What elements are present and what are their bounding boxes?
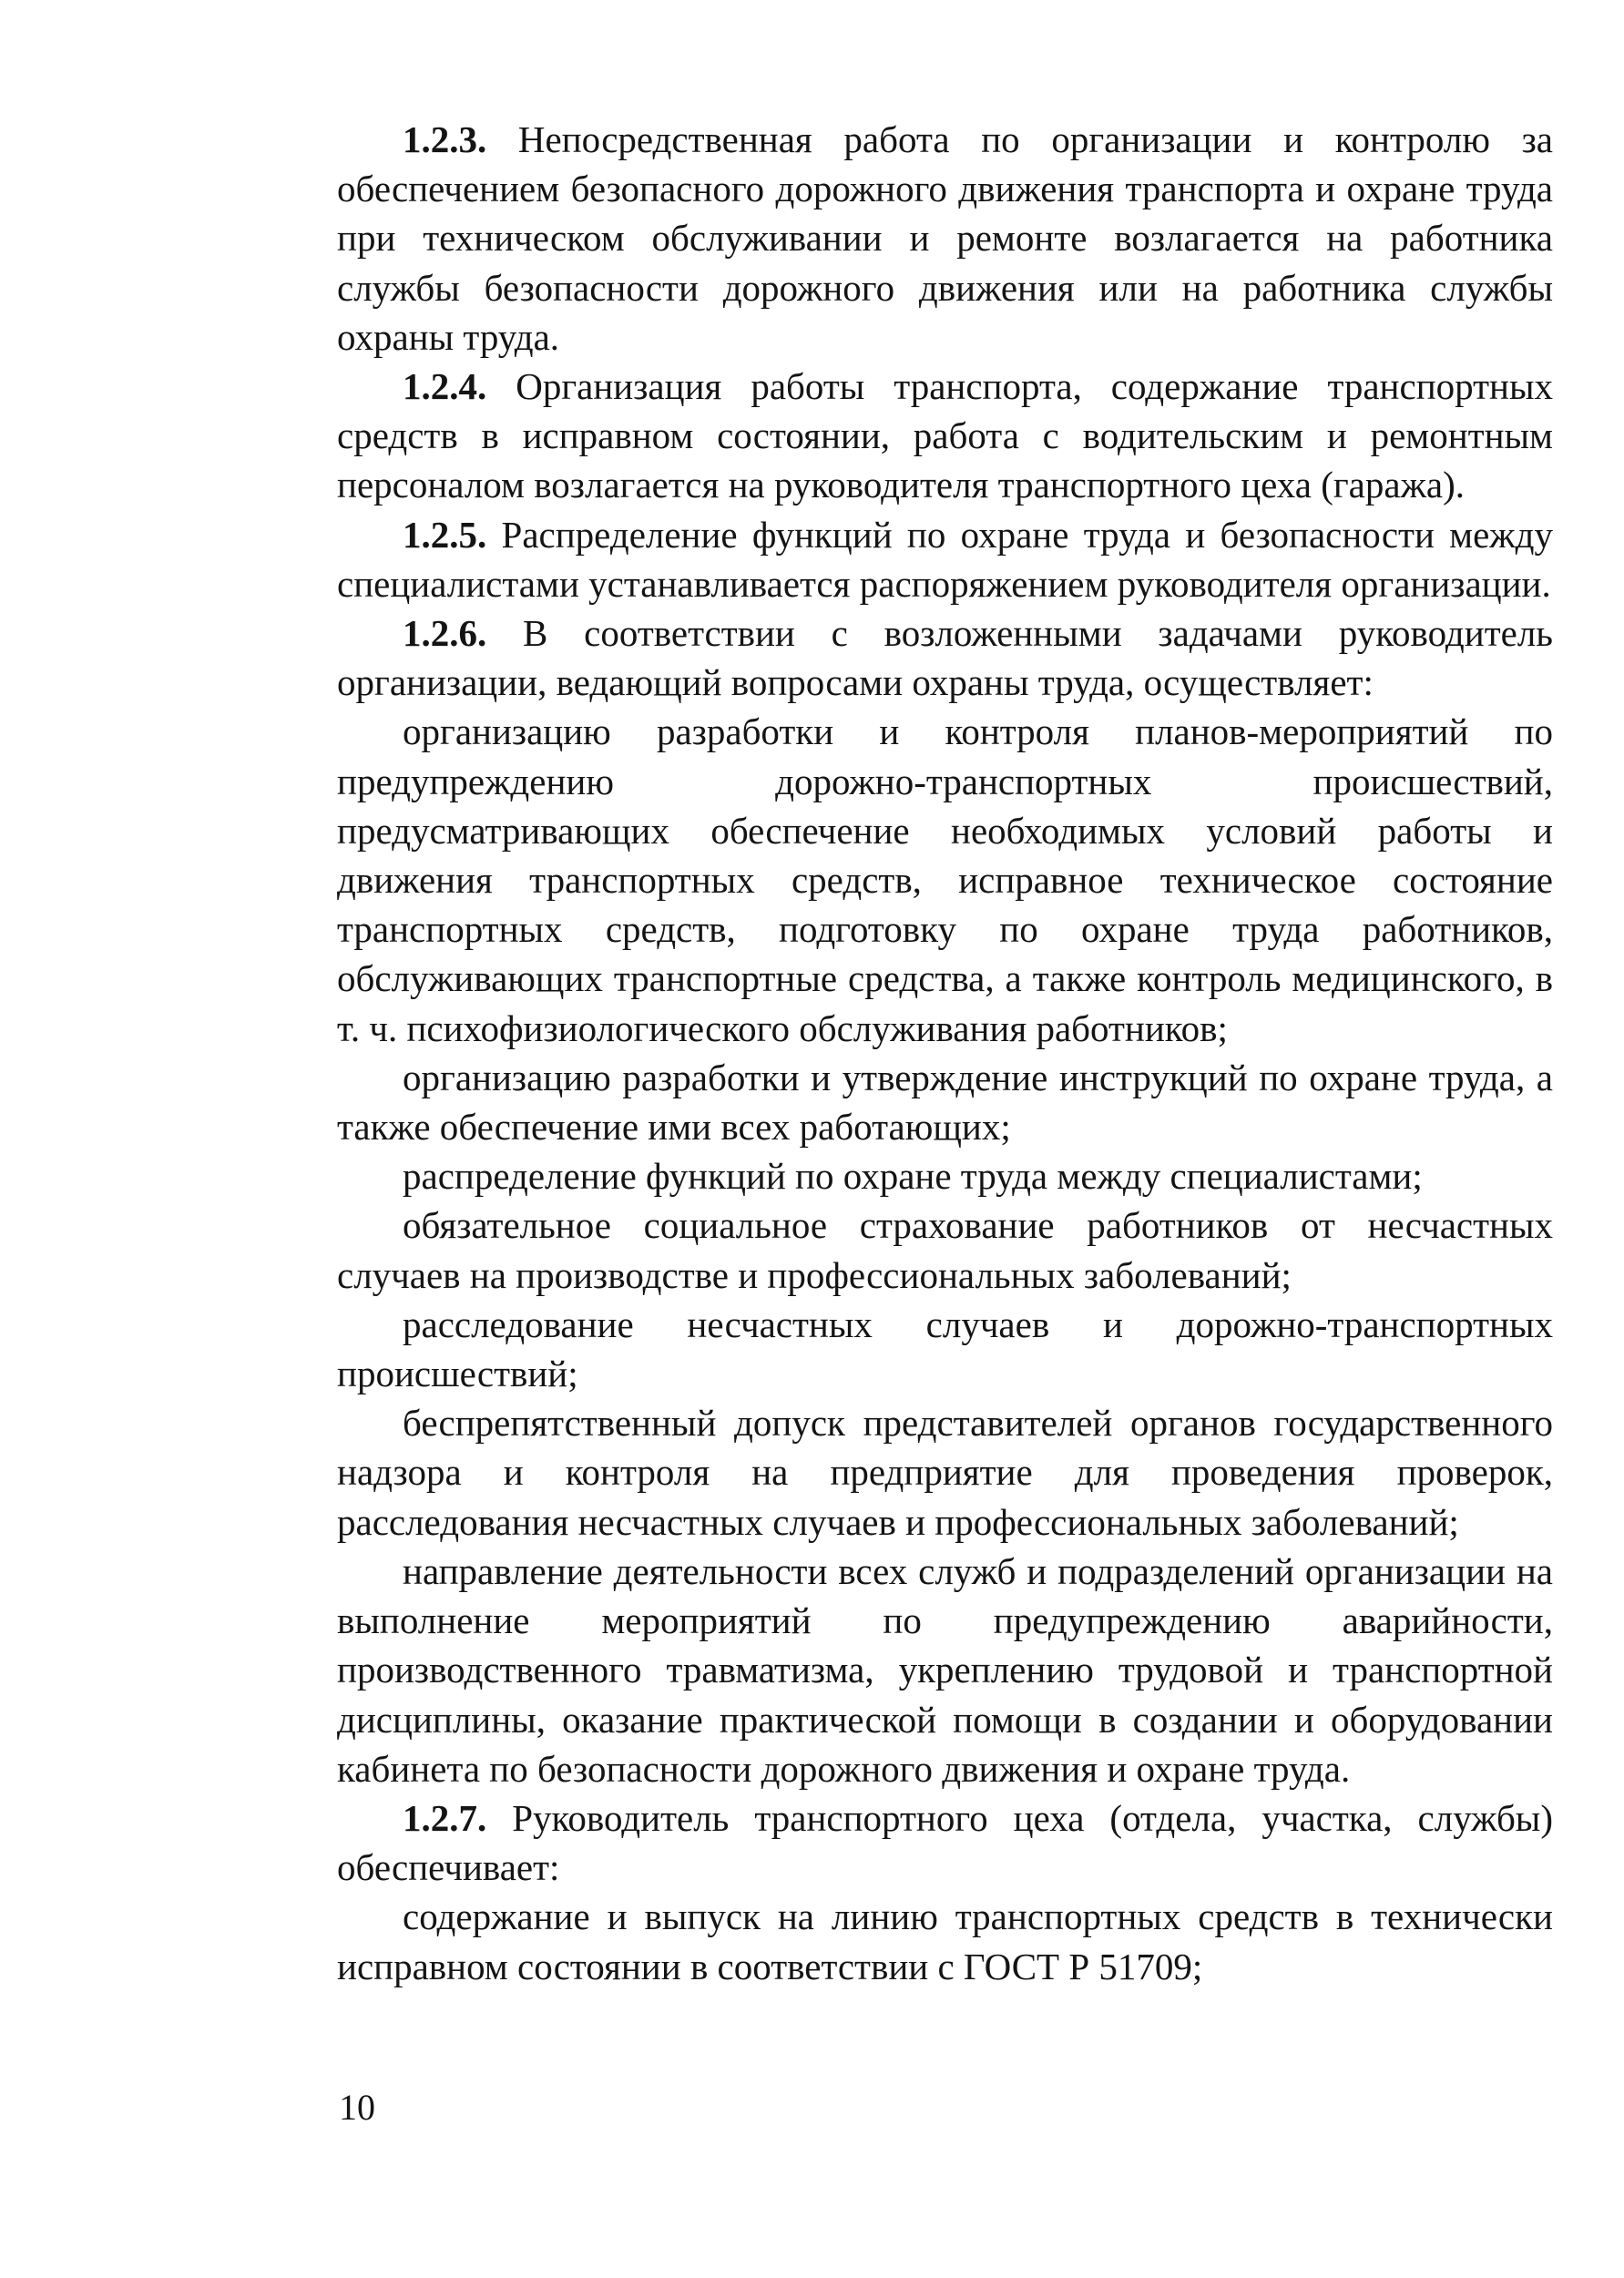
list-item-distribution bbox=[337, 1151, 1553, 1200]
clause-number: 1.2.7. bbox=[403, 1796, 487, 1839]
document-body bbox=[337, 115, 1553, 1991]
paragraph-text: направление деятельности всех служб и подразделений организации на выполнение мероприятий по предупреждению аварийности, производственного травматизма, укреплению трудовой и транспортной дисциплины, оказание практической помощи в создании и оборудовании кабинета по безопасности дорожного движения и охране труда. bbox=[337, 1549, 1553, 1790]
paragraph-1-2-5 bbox=[337, 510, 1553, 608]
list-item-investigation bbox=[337, 1300, 1553, 1398]
list-item-insurance bbox=[337, 1200, 1553, 1299]
paragraph-text: расследование несчастных случаев и дорожно-транспортных происшествий; bbox=[337, 1302, 1553, 1395]
list-item-direction bbox=[337, 1547, 1553, 1793]
paragraph-text: Руководитель транспортного цеха (отдела, участка, службы) обеспечивает: bbox=[337, 1796, 1554, 1889]
paragraph-text: Распределение функций по охране труда и безопасности между специалистами устанавливается распоряжением руководителя организации. bbox=[337, 513, 1553, 605]
paragraph-1-2-6 bbox=[337, 608, 1553, 707]
paragraph-1-2-7 bbox=[337, 1793, 1553, 1892]
paragraph-text: обязательное социальное страхование работников от несчастных случаев на производстве и профессиональных заболеваний; bbox=[337, 1204, 1553, 1296]
paragraph-1-2-4 bbox=[337, 362, 1553, 510]
clause-number: 1.2.3. bbox=[403, 118, 487, 160]
list-item-maintenance bbox=[337, 1892, 1553, 1990]
paragraph-text: организацию разработки и утверждение инструкций по охране труда, а также обеспечение ими всех работающих; bbox=[337, 1056, 1553, 1149]
list-item-instructions bbox=[337, 1053, 1553, 1151]
list-item-planning bbox=[337, 707, 1553, 1052]
paragraph-text: В соответствии с возложенными задачами руководитель организации, ведающий вопросами охраны труда, осуществляет: bbox=[337, 612, 1554, 704]
paragraph-text: беспрепятственный допуск представителей органов государственного надзора и контроля на предприятие для проведения проверок, расследования несчастных случаев и профессиональных заболеваний; bbox=[337, 1402, 1553, 1543]
clause-number: 1.2.5. bbox=[403, 513, 487, 556]
clause-number: 1.2.4. bbox=[403, 365, 487, 408]
paragraph-text: распределение функций по охране труда между специалистами; bbox=[403, 1155, 1423, 1198]
paragraph-text: содержание и выпуск на линию транспортных средств в технически исправном состоянии в соответствии с ГОСТ Р 51709; bbox=[337, 1895, 1553, 1987]
paragraph-text: Организация работы транспорта, содержание транспортных средств в исправном состоянии, работа с водительским и ремонтным персоналом возлагается на руководителя транспортного цеха (гаража). bbox=[337, 365, 1554, 506]
list-item-inspection-access bbox=[337, 1398, 1553, 1547]
paragraph-text: организацию разработки и контроля планов-мероприятий по предупреждению дорожно-транспортных происшествий, предусматривающих обеспечение необходимых условий работы и движения транспортных средств, исправное техническое состояние транспортных средств, подготовку по охране труда работников, обслуживающих транспортные средства, а также контроль медицинского, в т. ч. психофизиологического обслуживания работников; bbox=[337, 710, 1553, 1049]
paragraph-1-2-3 bbox=[337, 115, 1553, 362]
page-number: 10 bbox=[339, 2087, 375, 2128]
clause-number: 1.2.6. bbox=[403, 612, 487, 655]
paragraph-text: Непосредственная работа по организации и контролю за обеспечением безопасного дорожного движения транспорта и охране труда при техническом обслуживании и ремонте возлагается на работника службы безопасности дорожного движения или на работника службы охраны труда. bbox=[337, 118, 1553, 358]
